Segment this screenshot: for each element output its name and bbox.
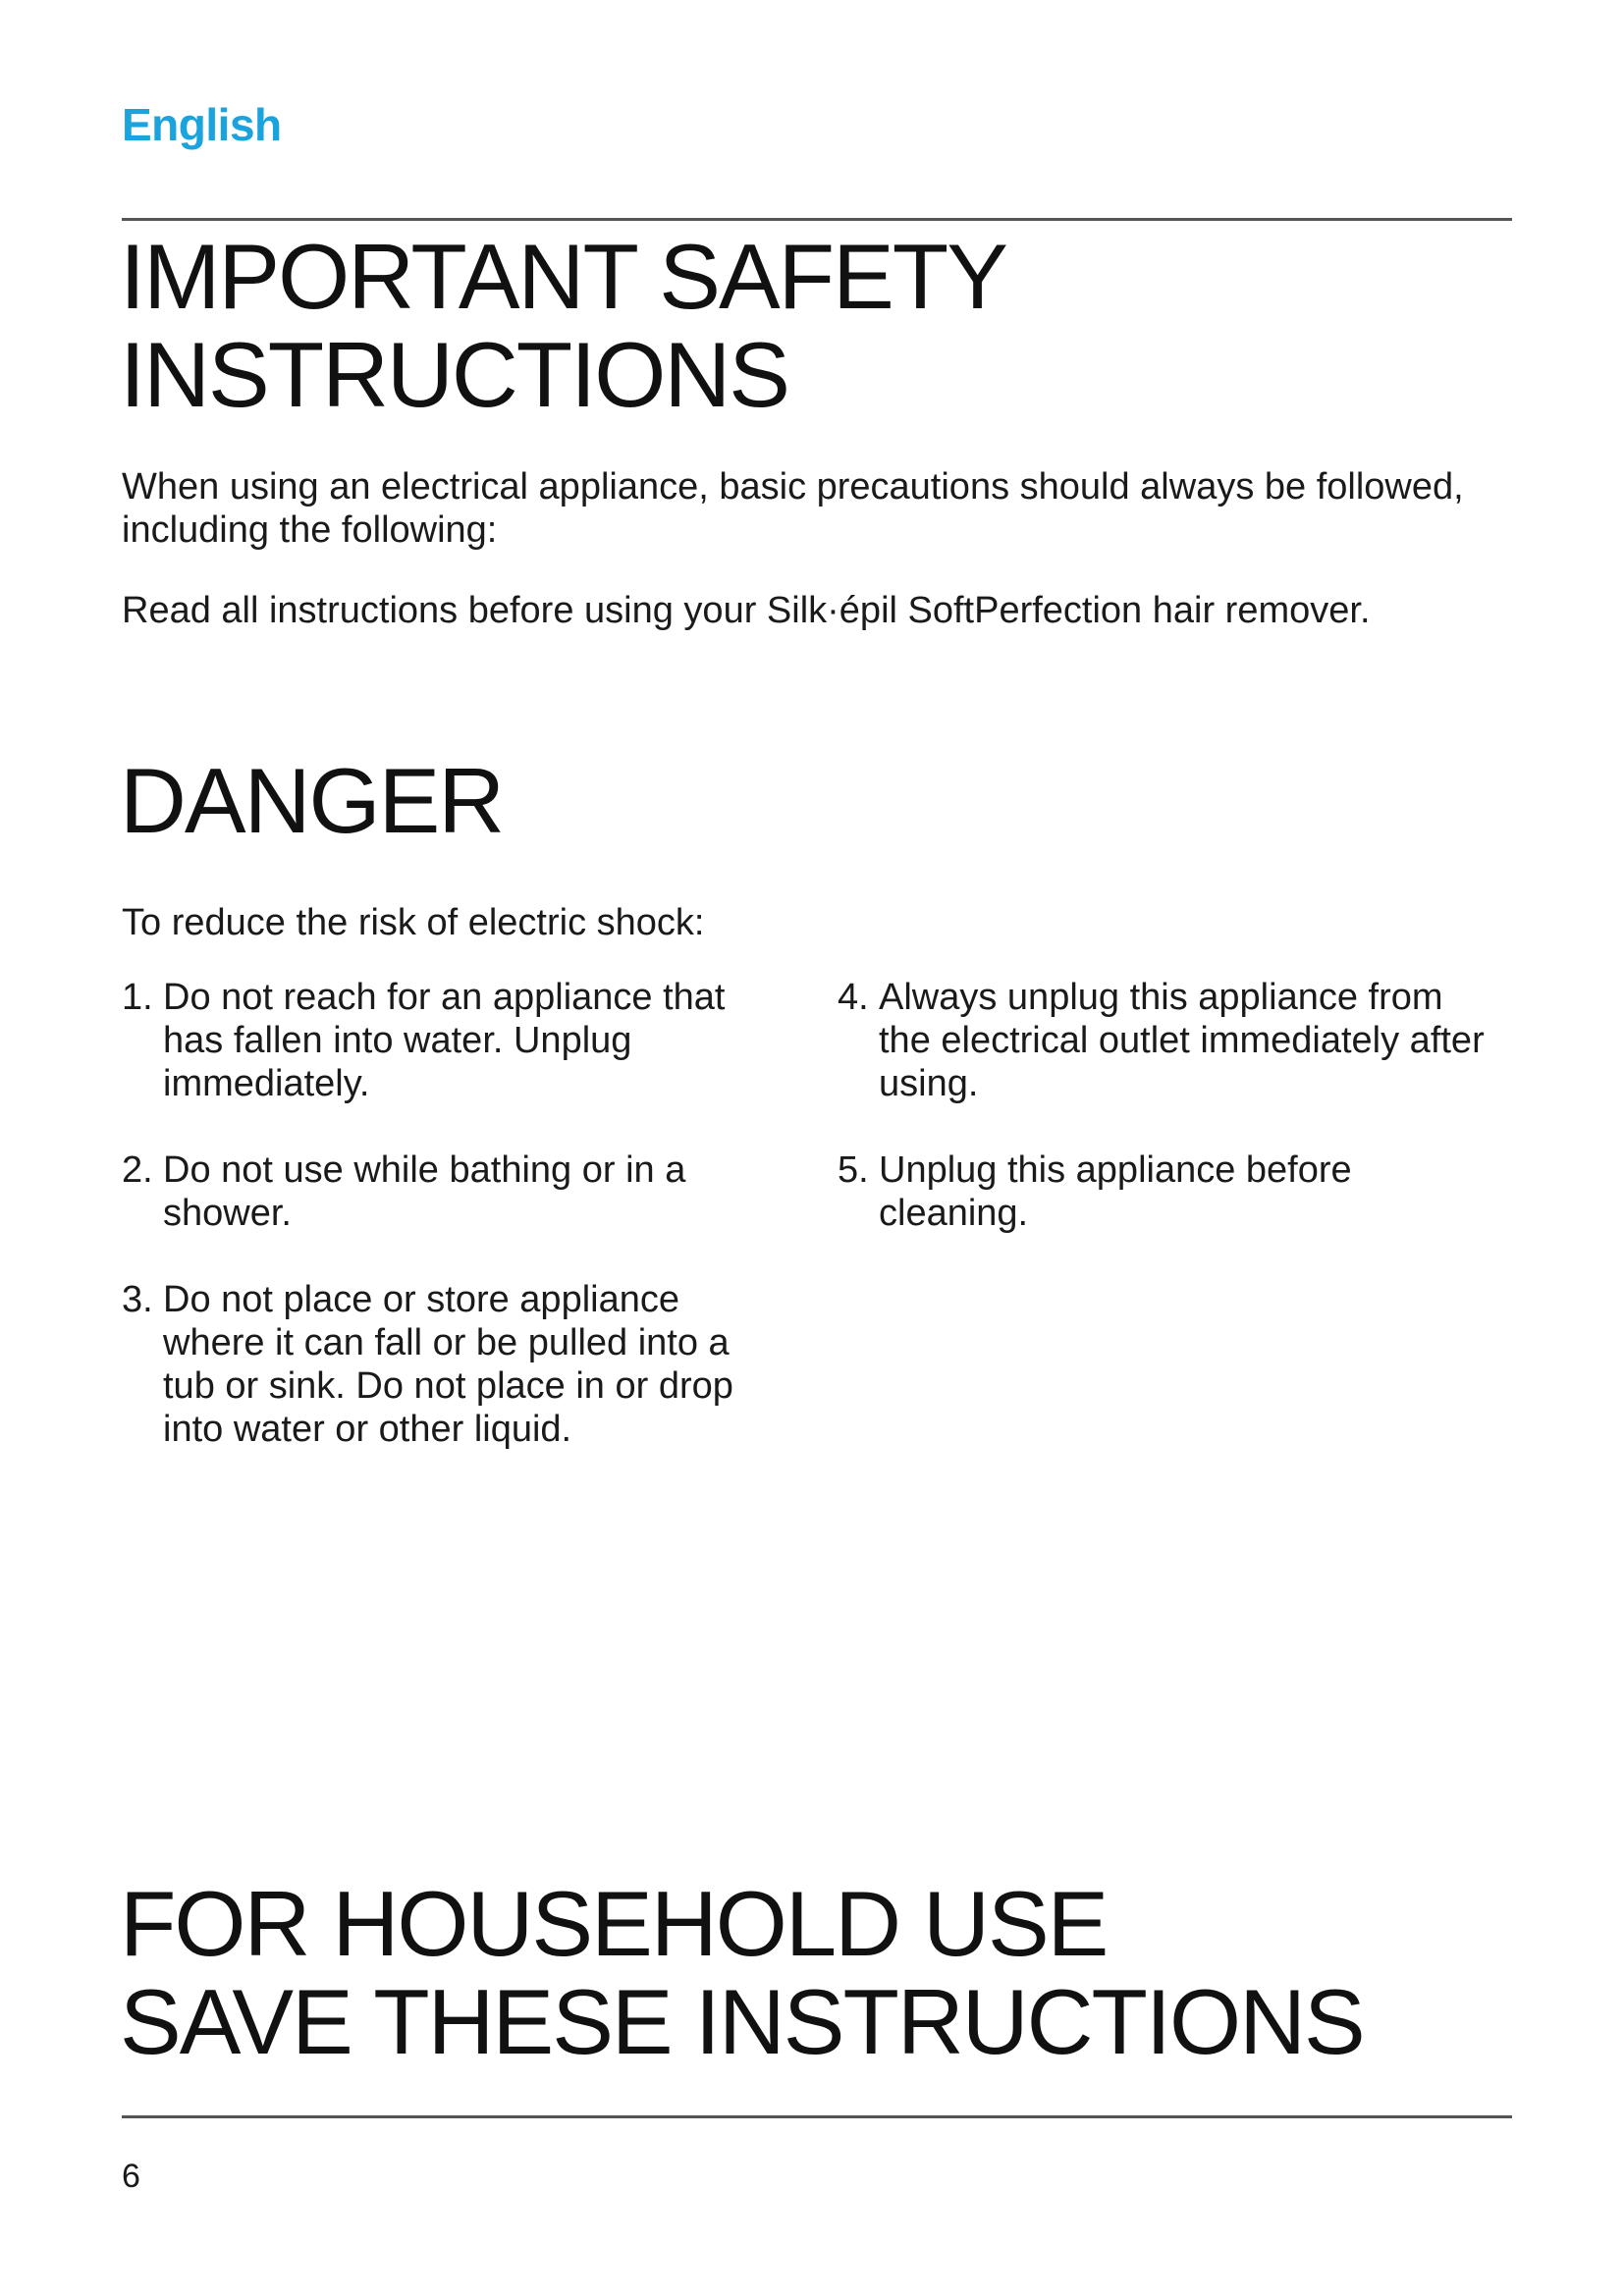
- danger-list-left: [122, 976, 789, 1494]
- footer-title: [120, 1872, 1364, 2073]
- bottom-divider: [122, 2115, 1512, 2118]
- top-divider: [122, 218, 1512, 221]
- danger-heading-text: DANGER: [120, 749, 504, 852]
- intro-paragraph-precautions: When using an electrical appliance, basic precautions should always be followed, including the following:: [122, 466, 1464, 551]
- list-item-number: 2.: [122, 1149, 153, 1191]
- danger-lead: To reduce the risk of electric shock:: [122, 902, 705, 943]
- danger-list-right: [838, 976, 1486, 1278]
- list-item-text: Do not use while bathing or in a shower.: [163, 1149, 686, 1234]
- list-item-number: 4.: [838, 977, 869, 1018]
- list-item: [838, 976, 1486, 1105]
- list-item: [122, 1148, 789, 1235]
- list-item-number: 5.: [838, 1149, 869, 1191]
- footer-title-line-1: FOR HOUSEHOLD USE: [120, 1872, 1108, 1975]
- page-number: 6: [122, 2158, 140, 2195]
- footer-title-line-2: SAVE THESE INSTRUCTIONS: [120, 1970, 1364, 2073]
- list-item: [122, 976, 789, 1105]
- intro-paragraph-read-instructions: Read all instructions before using your Silk·épil SoftPerfection hair remover.: [122, 590, 1371, 631]
- page-title-line-1: IMPORTANT SAFETY: [120, 225, 1006, 328]
- list-item-text: Do not reach for an appliance that has fallen into water. Unplug immediately.: [163, 977, 726, 1104]
- list-item-text: Do not place or store appliance where it can fall or be pulled into a tub or sink. Do not place in or drop into water or other liquid.: [163, 1279, 733, 1450]
- language-label: English: [122, 99, 282, 150]
- list-item: [122, 1278, 789, 1451]
- danger-heading: [120, 749, 504, 852]
- list-item-number: 1.: [122, 977, 153, 1018]
- list-item: [838, 1148, 1486, 1235]
- list-item-number: 3.: [122, 1279, 153, 1320]
- list-item-text: Always unplug this appliance from the electrical outlet immediately after using.: [879, 977, 1485, 1104]
- page-title-line-2: INSTRUCTIONS: [120, 323, 788, 426]
- page-title: [120, 225, 1006, 426]
- list-item-text: Unplug this appliance before cleaning.: [879, 1149, 1352, 1234]
